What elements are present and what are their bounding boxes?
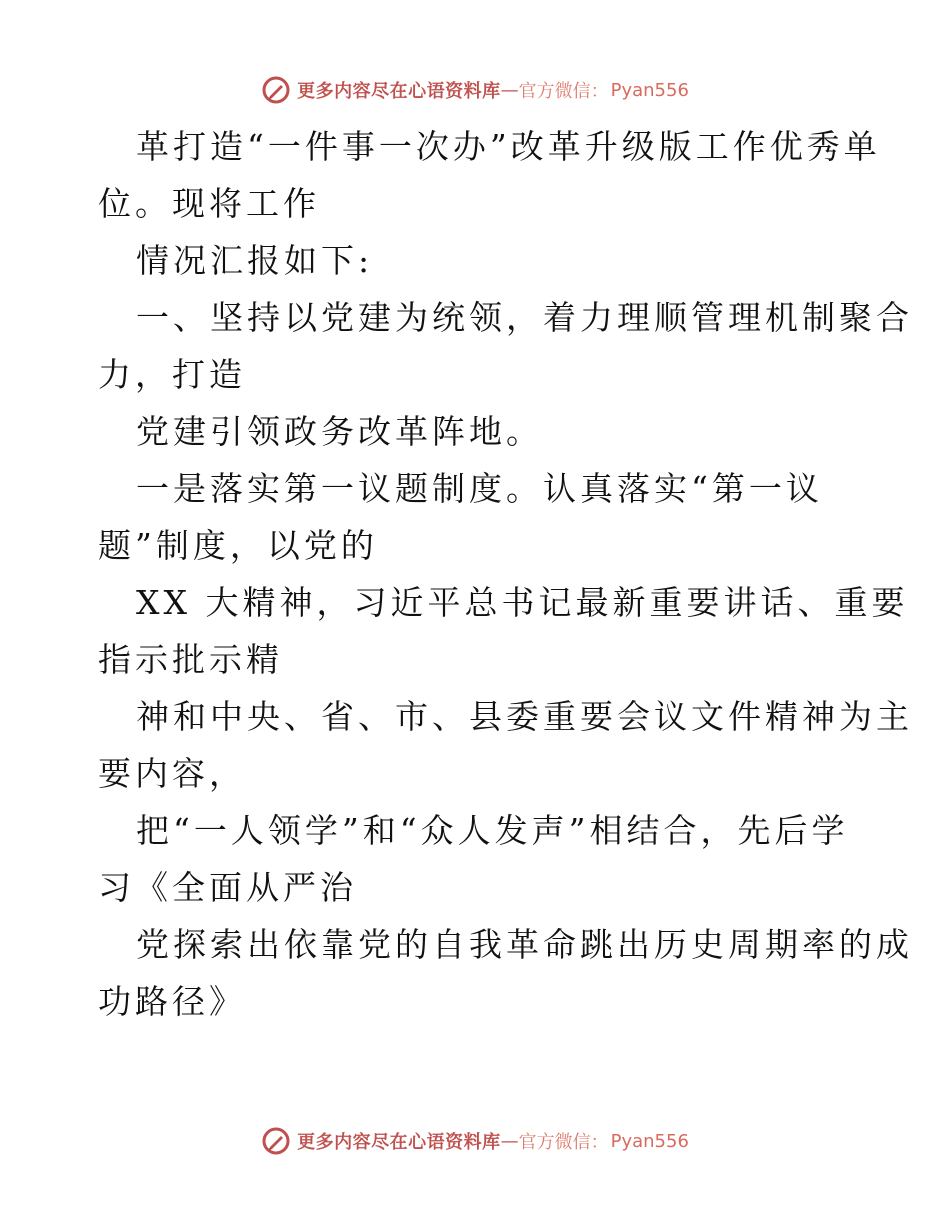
body-line: 情况汇报如下: — [136, 241, 374, 280]
body-line: 功路径》 — [98, 982, 246, 1021]
body-line: 一是落实第一议题制度。认真落实“第一议 — [136, 469, 823, 508]
body-line: 要内容， — [98, 754, 246, 793]
watermark-separator: — — [500, 1130, 519, 1152]
watermark-wechat-label: 官方微信： — [518, 81, 609, 102]
body-line: 题”制度，以党的 — [98, 526, 378, 565]
watermark-wechat-label: 官方微信： — [518, 1132, 609, 1153]
body-line: 指示批示精 — [98, 640, 283, 679]
body-line: 把“一人领学”和“众人发声”相结合，先后学 — [136, 811, 849, 850]
footer-watermark — [0, 1121, 950, 1161]
body-line: 力，打造 — [98, 355, 246, 394]
watermark-main-text: 更多内容尽在心语资料库 — [297, 81, 501, 102]
body-line: 党建引领政务改革阵地。 — [136, 412, 543, 451]
watermark-wechat-id: Pyan556 — [610, 1130, 689, 1152]
pen-circle-logo-icon — [261, 75, 291, 105]
body-line: 革打造“一件事一次办”改革升级版工作优秀单 — [136, 127, 881, 166]
body-line: 党探索出依靠党的自我革命跳出历史周期率的成 — [136, 925, 913, 964]
body-line: 习《全面从严治 — [98, 868, 357, 907]
body-line: 位。现将工作 — [98, 184, 320, 223]
document-body — [98, 118, 913, 1030]
watermark-main-text: 更多内容尽在心语资料库 — [297, 1132, 501, 1153]
header-watermark — [0, 70, 950, 110]
body-line: XX 大精神，习近平总书记最新重要讲话、重要 — [136, 583, 909, 622]
body-line: 神和中央、省、市、县委重要会议文件精神为主 — [136, 697, 913, 736]
watermark-separator: — — [500, 79, 519, 101]
pen-circle-logo-icon — [261, 1126, 291, 1156]
watermark-wechat-id: Pyan556 — [610, 79, 689, 101]
body-line: 一、坚持以党建为统领，着力理顺管理机制聚合 — [136, 298, 913, 337]
